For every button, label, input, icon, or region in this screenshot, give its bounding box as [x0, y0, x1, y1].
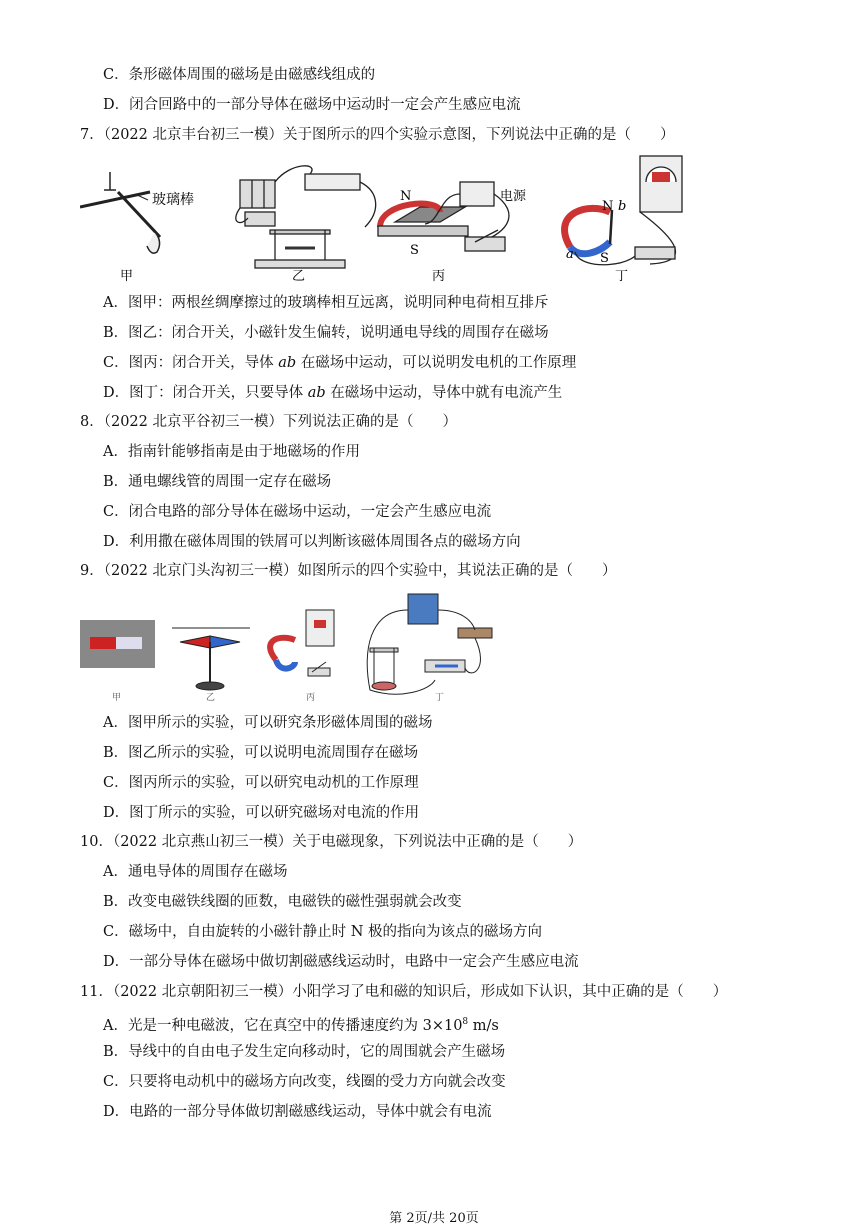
question-11-stem: 11．（2022 北京朝阳初三一模）小阳学习了电和磁的知识后，形成如下认识，其中正确的是（ ） — [80, 984, 728, 1000]
q9-option-c: C．图丙所示的实验，可以研究电动机的工作原理 — [103, 775, 419, 791]
coil-circuit — [367, 594, 492, 694]
question-7-stem: 7．（2022 北京丰台初三一模）关于图所示的四个实验示意图，下列说法中正确的是（ ） — [80, 127, 675, 143]
q9-option-b: B．图乙所示的实验，可以说明电流周围存在磁场 — [103, 745, 419, 761]
q7-option-c: C．图丙：闭合开关，导体 ab 在磁场中运动，可以说明发电机的工作原理 — [103, 355, 577, 371]
figure-caption-bing: 丙 — [432, 269, 446, 284]
q9-diagram — [80, 590, 510, 705]
a-label: a — [566, 247, 574, 262]
q9-option-d: D．图丁所示的实验，可以研究磁场对电流的作用 — [103, 805, 420, 821]
q7-figure — [80, 152, 700, 287]
motor-experiment — [378, 182, 509, 251]
q11-option-d: D．电路的一部分导体做切割磁感线运动，导体中就会有电流 — [103, 1104, 492, 1120]
q10-option-b: B．改变电磁铁线圈的匝数，电磁铁的磁性强弱就会改变 — [103, 894, 462, 910]
q10-option-c: C．磁场中，自由旋转的小磁针静止时 N 极的指向为该点的磁场方向 — [103, 924, 543, 940]
power-label: 电源 — [500, 189, 527, 204]
needle-on-stand — [172, 628, 250, 690]
question-9-stem: 9．（2022 北京门头沟初三一模）如图所示的四个实验中，其说法正确的是（ ） — [80, 563, 617, 579]
option-d: D．闭合回路中的一部分导体在磁场中运动时一定会产生感应电流 — [103, 97, 521, 113]
q7-option-a: A．图甲：两根丝绸摩擦过的玻璃棒相互远离，说明同种电荷相互排斥 — [103, 295, 549, 311]
q8-option-a: A．指南针能够指南是由于地磁场的作用 — [103, 444, 360, 460]
q11-option-b: B．导线中的自由电子发生定向移动时，它的周围就会产生磁场 — [103, 1044, 506, 1060]
q8-option-d: D．利用撒在磁体周围的铁屑可以判断该磁体周围各点的磁场方向 — [103, 534, 521, 550]
q7-option-d: D．图丁：闭合开关，只要导体 ab 在磁场中运动，导体中就有电流产生 — [103, 385, 563, 401]
q9-caption-jia: 甲 — [112, 693, 122, 703]
q9-caption-ding: 丁 — [435, 693, 445, 703]
question-8-stem: 8．（2022 北京平谷初三一模）下列说法正确的是（ ） — [80, 414, 457, 430]
question-10-stem: 10．（2022 北京燕山初三一模）关于电磁现象，下列说法中正确的是（ ） — [80, 834, 583, 850]
glass-rod-label: 玻璃棒 — [152, 192, 194, 208]
q9-option-a: A．图甲所示的实验，可以研究条形磁体周围的磁场 — [103, 715, 433, 731]
figure-caption-ding: 丁 — [615, 269, 629, 284]
oersted-experiment — [236, 166, 376, 268]
q9-caption-yi: 乙 — [206, 693, 216, 703]
b-label: b — [618, 199, 627, 214]
q9-figure — [80, 590, 510, 705]
q8-option-c: C．闭合电路的部分导体在磁场中运动，一定会产生感应电流 — [103, 504, 492, 520]
option-c: C．条形磁体周围的磁场是由磁感线组成的 — [103, 67, 376, 83]
induction-setup — [270, 610, 334, 676]
q10-option-d: D．一部分导体在磁场中做切割磁感线运动时，电路中一定会产生感应电流 — [103, 954, 579, 970]
q8-option-b: B．通电螺线管的周围一定存在磁场 — [103, 474, 332, 490]
glass-rod-experiment — [80, 172, 160, 253]
q7-n-label-2: N — [602, 199, 614, 214]
figure-caption-yi: 乙 — [292, 269, 306, 284]
q7-s-label-2: S — [600, 251, 609, 266]
q7-s-label: S — [410, 243, 419, 258]
page-footer: 第 2页/共 20页 — [389, 1211, 479, 1226]
q10-option-a: A．通电导体的周围存在磁场 — [103, 864, 288, 880]
q9-caption-bing: 丙 — [306, 693, 316, 703]
q11-option-a: A．光是一种电磁波，它在真空中的传播速度约为 $3\times 10^8$ m/s — [103, 1017, 499, 1034]
q11-option-c: C．只要将电动机中的磁场方向改变，线圈的受力方向就会改变 — [103, 1074, 506, 1090]
q7-n-label: N — [400, 189, 412, 204]
figure-caption-jia: 甲 — [120, 269, 134, 284]
q7-option-b: B．图乙：闭合开关，小磁针发生偏转，说明通电导线的周围存在磁场 — [103, 325, 549, 341]
q7-diagram — [80, 152, 700, 287]
